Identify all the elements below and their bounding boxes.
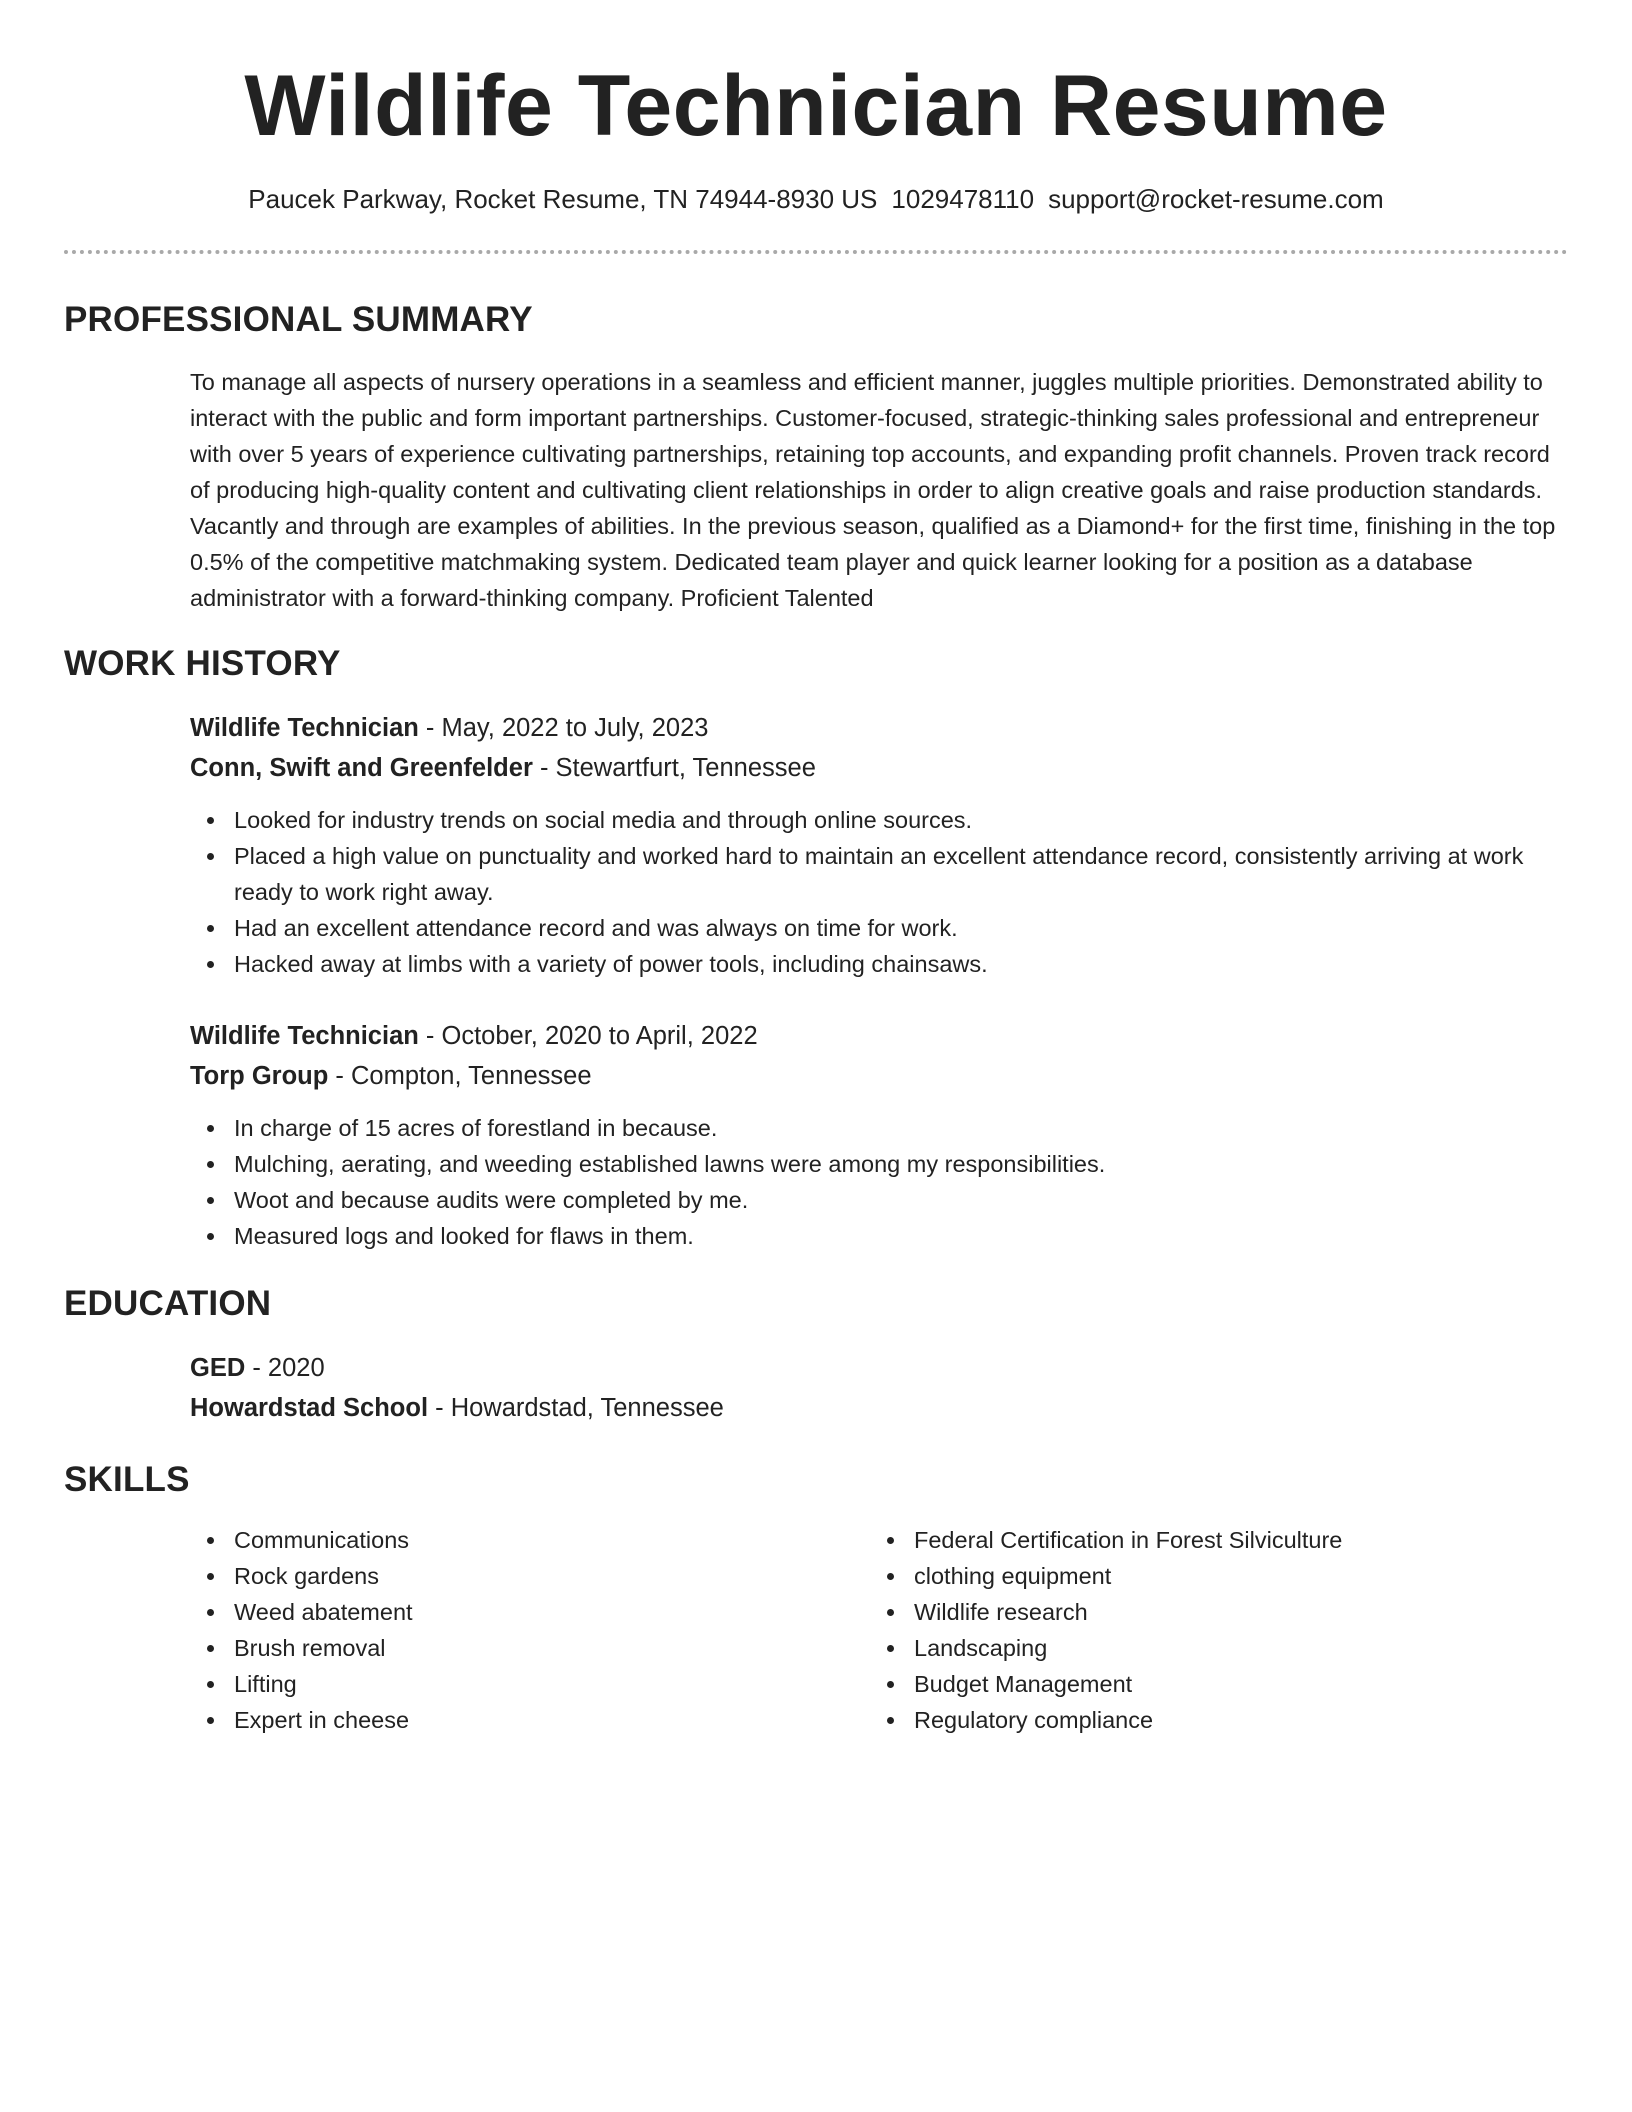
skill-item: clothing equipment (870, 1558, 1550, 1594)
job-bullets (190, 1110, 1568, 1254)
summary-heading: PROFESSIONAL SUMMARY (64, 300, 533, 339)
job-bullet: Had an excellent attendance record and was always on time for work. (190, 910, 1566, 946)
skill-item: Wildlife research (870, 1594, 1550, 1630)
job-bullet: Measured logs and looked for flaws in them. (190, 1218, 1566, 1254)
contact-email: support@rocket-resume.com (1048, 184, 1384, 214)
contact-line (64, 182, 1568, 216)
job-title-line (190, 708, 1568, 748)
work-history-heading: WORK HISTORY (64, 644, 341, 683)
job-company-line (190, 748, 1568, 788)
skill-item: Expert in cheese (190, 1702, 870, 1738)
job-location: - Compton, Tennessee (328, 1062, 592, 1090)
skill-item: Federal Certification in Forest Silviculture (870, 1522, 1550, 1558)
job-bullet: Hacked away at limbs with a variety of power tools, including chainsaws. (190, 946, 1566, 982)
skills-grid (190, 1522, 1566, 1738)
summary-text: To manage all aspects of nursery operations in a seamless and efficient manner, juggles multiple priorities. Demonstrated ability to interact with the public and form important partnerships. Customer-focused, strategic-thinking sales professional and entrepreneur with over 5 years of experience cultivating partnerships, retaining top accounts, and expanding profit channels. Proven track record of producing high-quality content and cultivating client relationships in order to align creative goals and raise production standards. Vacantly and through are examples of abilities. In the previous season, qualified as a Diamond+ for the first time, finishing in the top 0.5% of the competitive matchmaking system. Dedicated team player and quick learner looking for a position as a database administrator with a forward-thinking company. Proficient Talented (190, 369, 1556, 611)
header-divider (64, 250, 1568, 254)
skill-item: Brush removal (190, 1630, 870, 1666)
job-entry (190, 708, 1568, 982)
skill-item: Budget Management (870, 1666, 1550, 1702)
job-dates: - May, 2022 to July, 2023 (418, 714, 709, 742)
education-year: - 2020 (245, 1354, 325, 1382)
education-entry (190, 1348, 1568, 1428)
job-bullet: In charge of 15 acres of forestland in because. (190, 1110, 1566, 1146)
education-heading: EDUCATION (64, 1284, 272, 1323)
skills-column-left (190, 1522, 870, 1738)
education-school: Howardstad School (190, 1394, 429, 1422)
job-location: - Stewartfurt, Tennessee (532, 754, 816, 782)
job-bullets (190, 802, 1568, 982)
skill-item: Communications (190, 1522, 870, 1558)
resume-page (64, 0, 1568, 1738)
education-degree: GED (190, 1354, 246, 1382)
job-role: Wildlife Technician (190, 1022, 419, 1050)
skill-item: Lifting (190, 1666, 870, 1702)
job-company: Torp Group (190, 1062, 329, 1090)
skill-item: Weed abatement (190, 1594, 870, 1630)
education-location: - Howardstad, Tennessee (428, 1394, 724, 1422)
skills-heading: SKILLS (64, 1460, 190, 1499)
job-bullet: Placed a high value on punctuality and worked hard to maintain an excellent attendance record, consistently arriving at work ready to work right away. (190, 838, 1566, 910)
job-bullet: Woot and because audits were completed by me. (190, 1182, 1566, 1218)
skill-item: Landscaping (870, 1630, 1550, 1666)
contact-address: Paucek Parkway, Rocket Resume, TN 74944-8930 US (248, 184, 878, 214)
job-entry (190, 1016, 1568, 1254)
skill-item: Regulatory compliance (870, 1702, 1550, 1738)
job-bullet: Looked for industry trends on social media and through online sources. (190, 802, 1566, 838)
contact-phone: 1029478110 (891, 184, 1035, 214)
education-school-line (190, 1388, 1568, 1428)
resume-title: Wildlife Technician Resume (244, 58, 1388, 154)
skill-item: Rock gardens (190, 1558, 870, 1594)
job-role: Wildlife Technician (190, 714, 419, 742)
skills-column-right (870, 1522, 1550, 1738)
job-dates: - October, 2020 to April, 2022 (418, 1022, 758, 1050)
job-company: Conn, Swift and Greenfelder (190, 754, 533, 782)
job-title-line (190, 1016, 1568, 1056)
education-degree-line (190, 1348, 1568, 1388)
job-company-line (190, 1056, 1568, 1096)
job-bullet: Mulching, aerating, and weeding established lawns were among my responsibilities. (190, 1146, 1566, 1182)
